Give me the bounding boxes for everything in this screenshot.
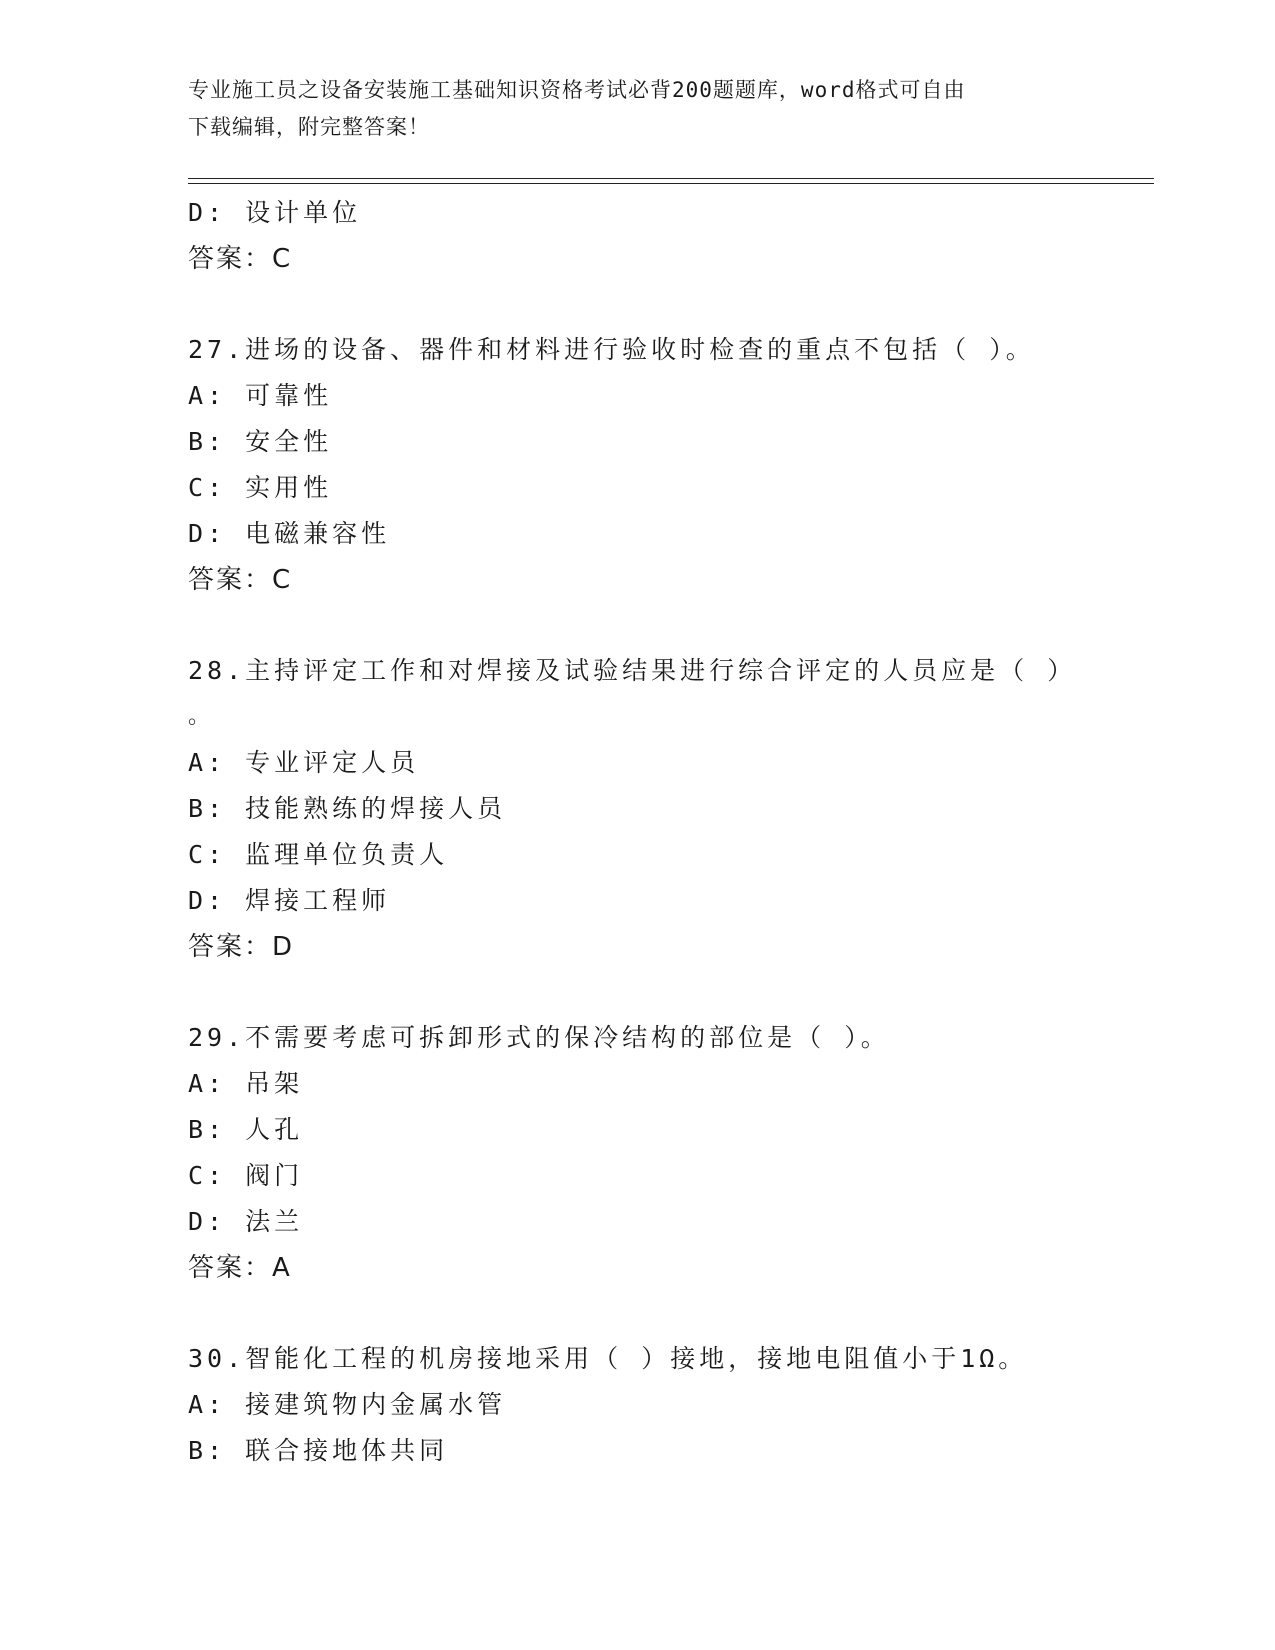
prev-option-d: D: 设计单位: [188, 198, 362, 227]
question-stem: 28.主持评定工作和对焊接及试验结果进行综合评定的人员应是（ ）: [188, 656, 1077, 685]
answer: 答案：A: [188, 1253, 292, 1283]
option-a: A: 吊架: [188, 1069, 304, 1098]
question-list: [188, 190, 1088, 1474]
spacer: [188, 282, 1088, 327]
prev-answer: 答案：C: [188, 244, 293, 274]
question-29: [188, 1015, 1088, 1291]
option-a: A: 专业评定人员: [188, 748, 420, 777]
header-line-1: 专业施工员之设备安装施工基础知识资格考试必背200题题库，word格式可自由: [188, 78, 966, 102]
option-c: C: 监理单位负责人: [188, 840, 449, 869]
question-28: [188, 648, 1088, 970]
option-c: C: 阀门: [188, 1161, 304, 1190]
option-b: B: 联合接地体共同: [188, 1436, 449, 1465]
answer: 答案：C: [188, 565, 293, 595]
question-stem: 29.不需要考虑可拆卸形式的保冷结构的部位是（ ）。: [188, 1023, 890, 1052]
option-b: B: 技能熟练的焊接人员: [188, 794, 507, 823]
question-27: [188, 327, 1088, 603]
question-stem: 30.智能化工程的机房接地采用（ ）接地，接地电阻值小于1Ω。: [188, 1344, 1028, 1373]
header-divider-top: [188, 178, 1154, 179]
question-30: [188, 1336, 1088, 1474]
option-b: B: 安全性: [188, 427, 333, 456]
option-a: A: 可靠性: [188, 381, 333, 410]
spacer: [188, 603, 1088, 648]
answer: 答案：D: [188, 932, 295, 962]
header-line-2: 下载编辑，附完整答案！: [188, 115, 430, 139]
spacer: [188, 970, 1088, 1015]
question-stem-continuation: 。: [188, 704, 215, 729]
option-d: D: 法兰: [188, 1207, 304, 1236]
spacer: [188, 1291, 1088, 1336]
option-d: D: 焊接工程师: [188, 886, 391, 915]
option-c: C: 实用性: [188, 473, 333, 502]
option-a: A: 接建筑物内金属水管: [188, 1390, 507, 1419]
document-header: [188, 72, 1088, 146]
question-stem: 27.进场的设备、器件和材料进行验收时检查的重点不包括（ ）。: [188, 335, 1035, 364]
option-b: B: 人孔: [188, 1115, 304, 1144]
option-d: D: 电磁兼容性: [188, 519, 391, 548]
header-divider-bottom: [188, 183, 1154, 184]
